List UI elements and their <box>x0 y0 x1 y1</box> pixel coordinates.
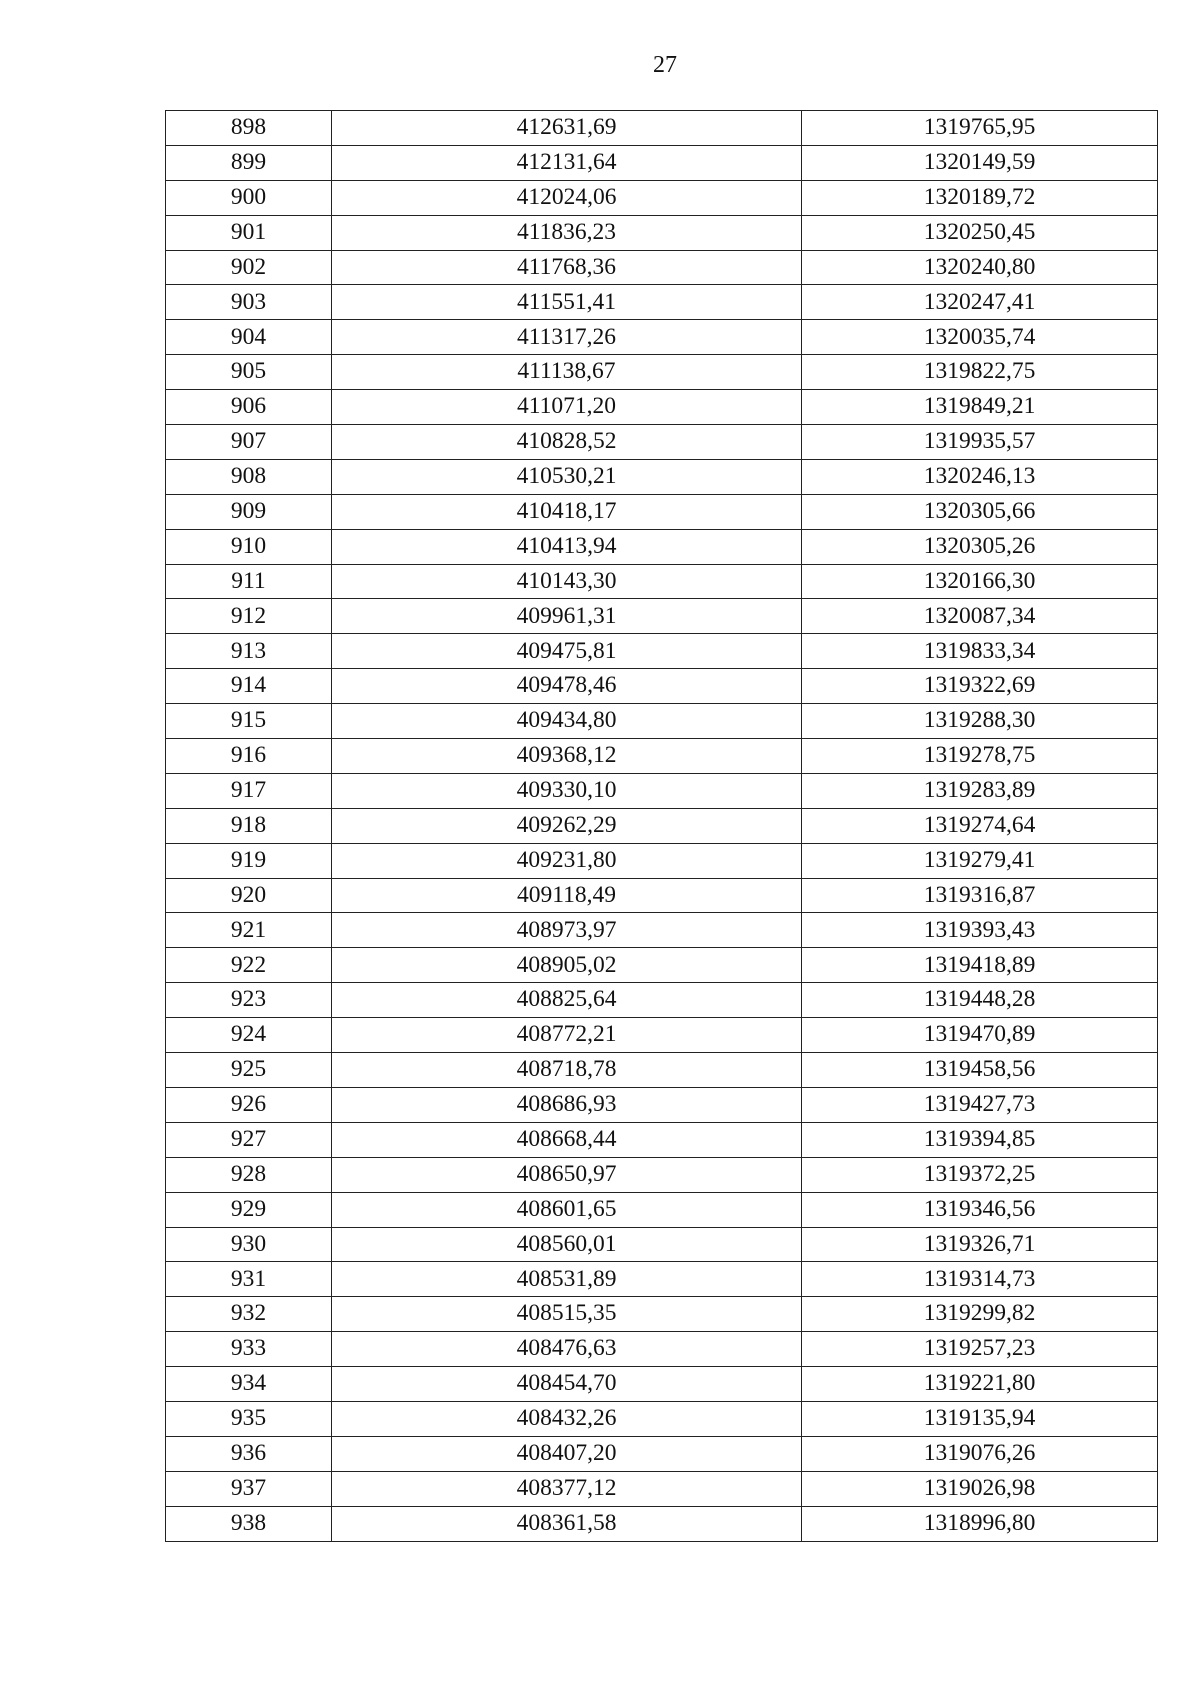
y-coordinate-cell: 1319849,21 <box>802 390 1158 425</box>
y-coordinate-cell: 1320305,66 <box>802 494 1158 529</box>
table-row <box>166 285 1158 320</box>
point-number-cell: 900 <box>166 180 332 215</box>
point-number-cell: 907 <box>166 425 332 460</box>
table-row <box>166 739 1158 774</box>
point-number-cell: 938 <box>166 1506 332 1541</box>
point-number-cell: 904 <box>166 320 332 355</box>
x-coordinate-cell: 412631,69 <box>332 111 802 146</box>
y-coordinate-cell: 1319221,80 <box>802 1367 1158 1402</box>
x-coordinate-cell: 409475,81 <box>332 634 802 669</box>
x-coordinate-cell: 411551,41 <box>332 285 802 320</box>
y-coordinate-cell: 1320035,74 <box>802 320 1158 355</box>
table-row <box>166 1227 1158 1262</box>
table-row <box>166 634 1158 669</box>
y-coordinate-cell: 1319326,71 <box>802 1227 1158 1262</box>
y-coordinate-cell: 1319346,56 <box>802 1192 1158 1227</box>
point-number-cell: 934 <box>166 1367 332 1402</box>
y-coordinate-cell: 1319316,87 <box>802 878 1158 913</box>
x-coordinate-cell: 410143,30 <box>332 564 802 599</box>
table-row <box>166 913 1158 948</box>
point-number-cell: 923 <box>166 983 332 1018</box>
y-coordinate-cell: 1319458,56 <box>802 1053 1158 1088</box>
x-coordinate-cell: 408531,89 <box>332 1262 802 1297</box>
x-coordinate-cell: 409231,80 <box>332 843 802 878</box>
table-row <box>166 250 1158 285</box>
y-coordinate-cell: 1319314,73 <box>802 1262 1158 1297</box>
y-coordinate-cell: 1319322,69 <box>802 669 1158 704</box>
point-number-cell: 935 <box>166 1401 332 1436</box>
x-coordinate-cell: 409478,46 <box>332 669 802 704</box>
y-coordinate-cell: 1319274,64 <box>802 808 1158 843</box>
table-row <box>166 459 1158 494</box>
point-number-cell: 906 <box>166 390 332 425</box>
x-coordinate-cell: 410530,21 <box>332 459 802 494</box>
point-number-cell: 933 <box>166 1332 332 1367</box>
point-number-cell: 918 <box>166 808 332 843</box>
y-coordinate-cell: 1319765,95 <box>802 111 1158 146</box>
table-row <box>166 773 1158 808</box>
table-row <box>166 1506 1158 1541</box>
point-number-cell: 917 <box>166 773 332 808</box>
x-coordinate-cell: 408515,35 <box>332 1297 802 1332</box>
point-number-cell: 922 <box>166 948 332 983</box>
x-coordinate-cell: 410418,17 <box>332 494 802 529</box>
x-coordinate-cell: 408454,70 <box>332 1367 802 1402</box>
table-row <box>166 215 1158 250</box>
point-number-cell: 930 <box>166 1227 332 1262</box>
table-row <box>166 669 1158 704</box>
x-coordinate-cell: 409118,49 <box>332 878 802 913</box>
y-coordinate-cell: 1318996,80 <box>802 1506 1158 1541</box>
x-coordinate-cell: 408668,44 <box>332 1122 802 1157</box>
point-number-cell: 932 <box>166 1297 332 1332</box>
x-coordinate-cell: 408560,01 <box>332 1227 802 1262</box>
point-number-cell: 925 <box>166 1053 332 1088</box>
x-coordinate-cell: 410828,52 <box>332 425 802 460</box>
y-coordinate-cell: 1319283,89 <box>802 773 1158 808</box>
y-coordinate-cell: 1319257,23 <box>802 1332 1158 1367</box>
table-row <box>166 599 1158 634</box>
table-row <box>166 878 1158 913</box>
y-coordinate-cell: 1320189,72 <box>802 180 1158 215</box>
point-number-cell: 905 <box>166 355 332 390</box>
y-coordinate-cell: 1319299,82 <box>802 1297 1158 1332</box>
point-number-cell: 931 <box>166 1262 332 1297</box>
x-coordinate-cell: 409961,31 <box>332 599 802 634</box>
table-row <box>166 704 1158 739</box>
y-coordinate-cell: 1320305,26 <box>802 529 1158 564</box>
y-coordinate-cell: 1319394,85 <box>802 1122 1158 1157</box>
table-row <box>166 390 1158 425</box>
point-number-cell: 929 <box>166 1192 332 1227</box>
point-number-cell: 914 <box>166 669 332 704</box>
y-coordinate-cell: 1320087,34 <box>802 599 1158 634</box>
y-coordinate-cell: 1319470,89 <box>802 1018 1158 1053</box>
point-number-cell: 903 <box>166 285 332 320</box>
point-number-cell: 912 <box>166 599 332 634</box>
point-number-cell: 926 <box>166 1087 332 1122</box>
point-number-cell: 921 <box>166 913 332 948</box>
table-row <box>166 145 1158 180</box>
page-number: 27 <box>653 52 677 78</box>
y-coordinate-cell: 1319393,43 <box>802 913 1158 948</box>
table-row <box>166 948 1158 983</box>
x-coordinate-cell: 408905,02 <box>332 948 802 983</box>
point-number-cell: 913 <box>166 634 332 669</box>
x-coordinate-cell: 410413,94 <box>332 529 802 564</box>
y-coordinate-cell: 1319418,89 <box>802 948 1158 983</box>
x-coordinate-cell: 408601,65 <box>332 1192 802 1227</box>
table-row <box>166 1332 1158 1367</box>
x-coordinate-cell: 412024,06 <box>332 180 802 215</box>
point-number-cell: 937 <box>166 1471 332 1506</box>
x-coordinate-cell: 408650,97 <box>332 1157 802 1192</box>
table-row <box>166 494 1158 529</box>
x-coordinate-cell: 408973,97 <box>332 913 802 948</box>
x-coordinate-cell: 408686,93 <box>332 1087 802 1122</box>
table-row <box>166 983 1158 1018</box>
point-number-cell: 899 <box>166 145 332 180</box>
table-row <box>166 1297 1158 1332</box>
y-coordinate-cell: 1320250,45 <box>802 215 1158 250</box>
y-coordinate-cell: 1319833,34 <box>802 634 1158 669</box>
x-coordinate-cell: 411071,20 <box>332 390 802 425</box>
x-coordinate-cell: 409368,12 <box>332 739 802 774</box>
x-coordinate-cell: 411317,26 <box>332 320 802 355</box>
table-row <box>166 1262 1158 1297</box>
table-row <box>166 320 1158 355</box>
x-coordinate-cell: 409330,10 <box>332 773 802 808</box>
coordinates-table <box>165 110 1158 1542</box>
point-number-cell: 920 <box>166 878 332 913</box>
table-row <box>166 111 1158 146</box>
coordinates-table-body <box>166 111 1158 1542</box>
x-coordinate-cell: 409262,29 <box>332 808 802 843</box>
x-coordinate-cell: 411138,67 <box>332 355 802 390</box>
y-coordinate-cell: 1319935,57 <box>802 425 1158 460</box>
point-number-cell: 928 <box>166 1157 332 1192</box>
y-coordinate-cell: 1319448,28 <box>802 983 1158 1018</box>
table-row <box>166 843 1158 878</box>
y-coordinate-cell: 1319288,30 <box>802 704 1158 739</box>
x-coordinate-cell: 408825,64 <box>332 983 802 1018</box>
x-coordinate-cell: 411836,23 <box>332 215 802 250</box>
point-number-cell: 902 <box>166 250 332 285</box>
point-number-cell: 898 <box>166 111 332 146</box>
table-row <box>166 1087 1158 1122</box>
y-coordinate-cell: 1320246,13 <box>802 459 1158 494</box>
x-coordinate-cell: 408377,12 <box>332 1471 802 1506</box>
table-row <box>166 1122 1158 1157</box>
table-row <box>166 1018 1158 1053</box>
y-coordinate-cell: 1319076,26 <box>802 1436 1158 1471</box>
y-coordinate-cell: 1320240,80 <box>802 250 1158 285</box>
table-row <box>166 1192 1158 1227</box>
point-number-cell: 911 <box>166 564 332 599</box>
x-coordinate-cell: 408361,58 <box>332 1506 802 1541</box>
table-row <box>166 1157 1158 1192</box>
point-number-cell: 927 <box>166 1122 332 1157</box>
point-number-cell: 908 <box>166 459 332 494</box>
y-coordinate-cell: 1319278,75 <box>802 739 1158 774</box>
table-row <box>166 1367 1158 1402</box>
y-coordinate-cell: 1319279,41 <box>802 843 1158 878</box>
table-row <box>166 1436 1158 1471</box>
point-number-cell: 919 <box>166 843 332 878</box>
table-row <box>166 1053 1158 1088</box>
x-coordinate-cell: 408432,26 <box>332 1401 802 1436</box>
point-number-cell: 915 <box>166 704 332 739</box>
y-coordinate-cell: 1320166,30 <box>802 564 1158 599</box>
table-row <box>166 1471 1158 1506</box>
table-row <box>166 808 1158 843</box>
y-coordinate-cell: 1319372,25 <box>802 1157 1158 1192</box>
x-coordinate-cell: 411768,36 <box>332 250 802 285</box>
table-row <box>166 564 1158 599</box>
y-coordinate-cell: 1319135,94 <box>802 1401 1158 1436</box>
x-coordinate-cell: 409434,80 <box>332 704 802 739</box>
point-number-cell: 910 <box>166 529 332 564</box>
point-number-cell: 924 <box>166 1018 332 1053</box>
point-number-cell: 901 <box>166 215 332 250</box>
x-coordinate-cell: 408476,63 <box>332 1332 802 1367</box>
x-coordinate-cell: 408407,20 <box>332 1436 802 1471</box>
table-row <box>166 1401 1158 1436</box>
y-coordinate-cell: 1320247,41 <box>802 285 1158 320</box>
point-number-cell: 936 <box>166 1436 332 1471</box>
y-coordinate-cell: 1319822,75 <box>802 355 1158 390</box>
table-row <box>166 180 1158 215</box>
y-coordinate-cell: 1319026,98 <box>802 1471 1158 1506</box>
point-number-cell: 916 <box>166 739 332 774</box>
table-row <box>166 355 1158 390</box>
table-row <box>166 529 1158 564</box>
x-coordinate-cell: 412131,64 <box>332 145 802 180</box>
y-coordinate-cell: 1320149,59 <box>802 145 1158 180</box>
x-coordinate-cell: 408772,21 <box>332 1018 802 1053</box>
point-number-cell: 909 <box>166 494 332 529</box>
y-coordinate-cell: 1319427,73 <box>802 1087 1158 1122</box>
table-row <box>166 425 1158 460</box>
x-coordinate-cell: 408718,78 <box>332 1053 802 1088</box>
